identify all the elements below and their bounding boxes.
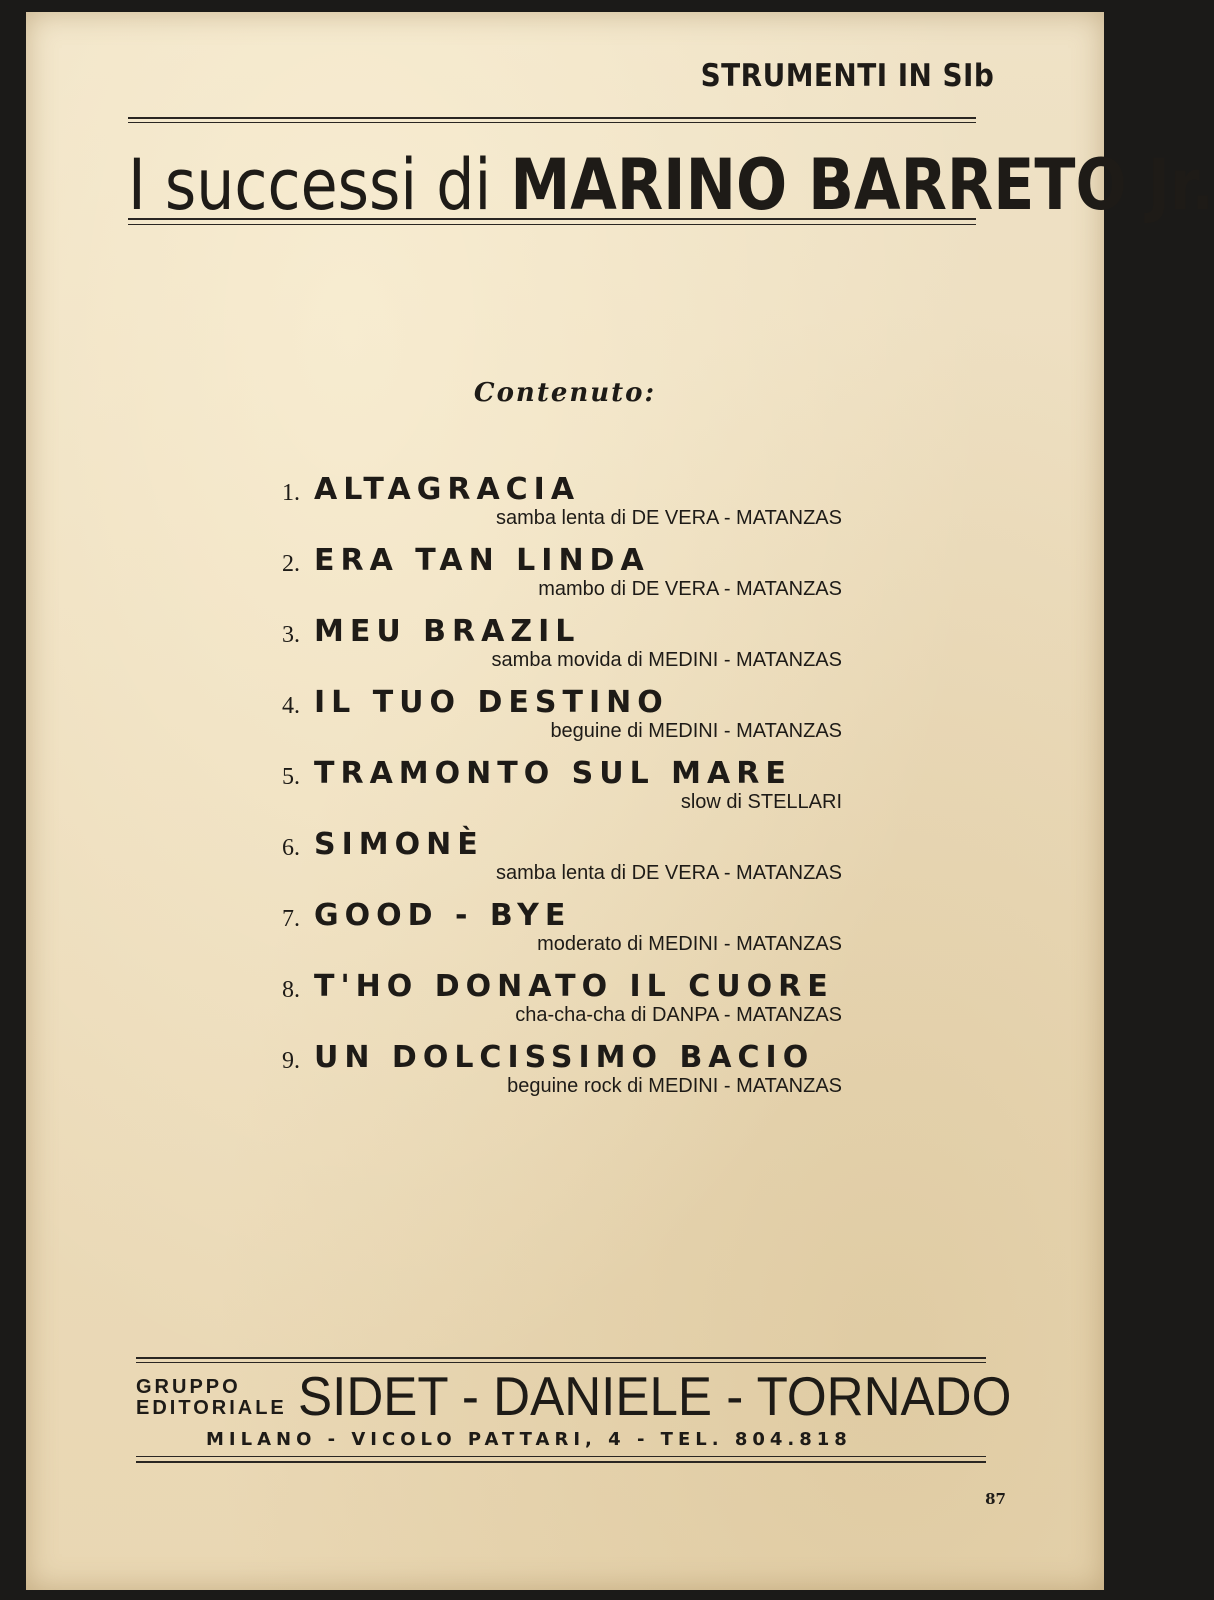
track-credits: slow di STELLARI [680,791,842,813]
track-title: T'HO DONATO IL CUORE [314,969,834,1004]
track-credits: cha-cha-cha di DANPA - MATANZAS [515,1004,842,1026]
track-credits: beguine rock di MEDINI - MATANZAS [507,1075,842,1097]
track-number: 7. [282,906,300,932]
track-item [282,543,842,614]
instruments-label: STRUMENTI IN SIb [700,58,994,94]
publisher-block [136,1357,1012,1467]
track-title: UN DOLCISSIMO BACIO [314,1040,815,1075]
track-item [282,898,842,969]
track-item [282,1040,842,1111]
group-line-2: EDITORIALE [136,1397,287,1419]
track-number: 4. [282,693,300,719]
publisher-group-label [136,1377,287,1419]
publisher-address: MILANO - VICOLO PATTARI, 4 - TEL. 804.818 [206,1429,852,1450]
track-item [282,969,842,1040]
collection-title [128,140,1214,230]
track-number: 6. [282,835,300,861]
title-bottom-rule [128,218,976,220]
track-title: IL TUO DESTINO [314,685,669,720]
track-number: 5. [282,764,300,790]
track-title: ALTAGRACIA [314,472,581,507]
sheet-music-back-cover [26,12,1214,1590]
track-number: 2. [282,551,300,577]
contents-heading: Contenuto: [473,378,657,408]
track-item [282,614,842,685]
title-top-rule [128,117,976,119]
title-bottom-rule-thin [128,224,976,225]
track-number: 3. [282,622,300,648]
track-credits: samba lenta di DE VERA - MATANZAS [495,862,842,884]
track-title: MEU BRAZIL [314,614,581,649]
track-credits: samba movida di MEDINI - MATANZAS [491,649,842,671]
track-title: GOOD - BYE [314,898,572,933]
track-credits: samba lenta di DE VERA - MATANZAS [495,507,842,529]
catalog-number: 87 [985,1490,1006,1508]
publisher-bottom-rule [136,1461,986,1463]
artist-name: MARINO BARRETO Jr. [510,144,1214,226]
track-credits: mambo di DE VERA - MATANZAS [538,578,842,600]
publisher-bottom-rule-thin [136,1456,986,1457]
publisher-name: SIDET - DANIELE - TORNADO [298,1365,1012,1427]
track-number: 8. [282,977,300,1003]
track-title: ERA TAN LINDA [314,543,650,578]
track-credits: beguine di MEDINI - MATANZAS [550,720,842,742]
group-line-1: GRUPPO [136,1376,241,1398]
publisher-top-rule [136,1357,986,1359]
track-title: SIMONÈ [314,827,484,862]
track-item [282,827,842,898]
track-number: 1. [282,480,300,506]
track-list [282,472,842,1111]
track-item [282,472,842,543]
track-number: 9. [282,1048,300,1074]
track-item [282,756,842,827]
track-item [282,685,842,756]
track-credits: moderato di MEDINI - MATANZAS [537,933,842,955]
track-title: TRAMONTO SUL MARE [314,756,792,791]
title-top-rule-thin [128,122,976,123]
title-prefix: I successi di [128,144,492,226]
